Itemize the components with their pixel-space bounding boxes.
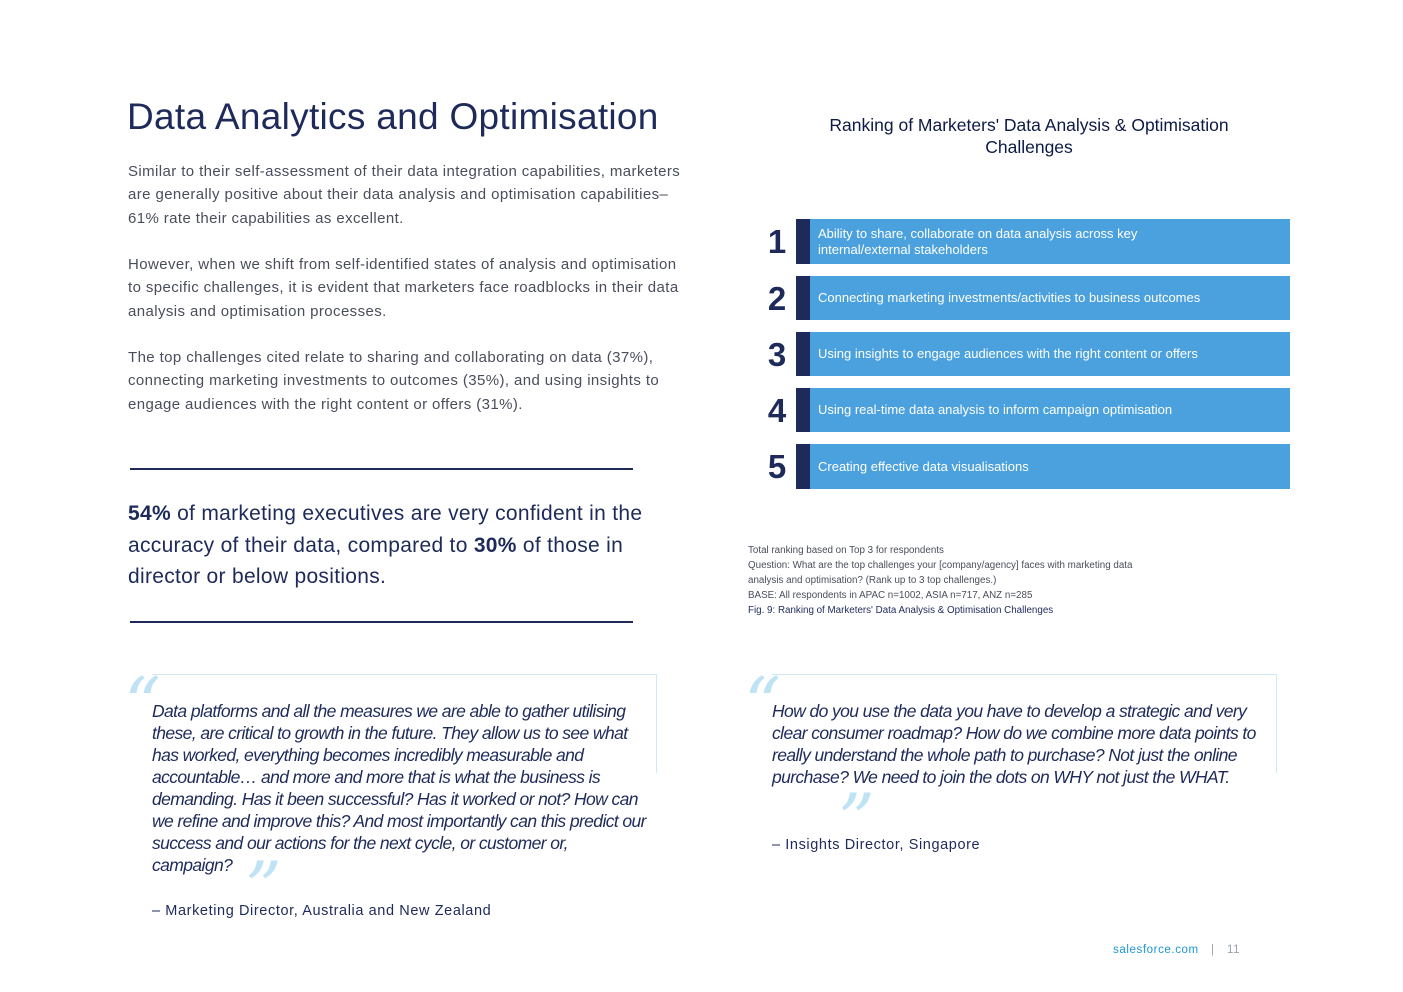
rank-label: Using insights to engage audiences with the right content or offers bbox=[818, 346, 1198, 361]
open-quote-icon: “ bbox=[124, 662, 161, 746]
close-quote-icon: ” bbox=[245, 846, 282, 930]
quote-attribution-2: – Insights Director, Singapore bbox=[772, 837, 981, 853]
page-title: Data Analytics and Optimisation bbox=[127, 96, 659, 137]
stat-text-1: of marketing executives are very confident in the accuracy of their data, compared to bbox=[128, 502, 643, 557]
rank-bar bbox=[810, 332, 1290, 376]
rank-marker bbox=[796, 444, 810, 489]
rank-number: 5 bbox=[767, 448, 787, 485]
divider-top bbox=[130, 468, 633, 470]
chart-title: Ranking of Marketers' Data Analysis & Optimisation Challenges bbox=[829, 115, 1229, 157]
rank-label: Connecting marketing investments/activities to business outcomes bbox=[818, 290, 1201, 305]
divider-bottom bbox=[130, 621, 633, 623]
stat-text-2: of those in director or below positions. bbox=[128, 533, 624, 588]
footer-brand: salesforce.com bbox=[1113, 944, 1199, 956]
challenges-paragraph: However, when we shift from self-identified states of analysis and optimisation to specific challenges, it is evident that marketers face roadblocks in their data analysis and optimisation processes. bbox=[128, 256, 679, 320]
rank-bar bbox=[810, 276, 1290, 320]
stat-callout bbox=[128, 498, 648, 593]
rank-number: 4 bbox=[767, 391, 787, 429]
rank-bar bbox=[810, 444, 1290, 489]
quote-text-1: Data platforms and all the measures we are able to gather utilising these, are critical to growth in the future. They allow us to see what has worked, everything becomes incredibly measurable and accountable… and more and more that is what the business is demanding. Has it been successful? Has it worked or not? How can we refine and improve this? And most importantly can this predict our success and our actions for the next cycle, or customer or, campaign? bbox=[152, 701, 646, 875]
open-quote-icon: “ bbox=[744, 662, 781, 746]
rank-marker bbox=[796, 219, 810, 264]
figure-caption: Fig. 9: Ranking of Marketers' Data Analysis & Optimisation Challenges bbox=[748, 605, 1054, 616]
stat-pct-executives: 54% bbox=[128, 502, 171, 525]
stat-pct-directors: 30% bbox=[473, 533, 517, 557]
intro-paragraph: Similar to their self-assessment of their data integration capabilities, marketers are generally positive about their data analysis and optimisation capabilities– 61% rate their capabilities as excellent. bbox=[128, 163, 681, 227]
rank-label: Using real-time data analysis to inform campaign optimisation bbox=[818, 402, 1173, 417]
rank-label: Ability to share, collaborate on data analysis across key internal/external stakeholders bbox=[818, 225, 1138, 257]
top-challenges-paragraph: The top challenges cited relate to sharing and collaborating on data (37%), connecting marketing investments to outcomes (35%), and using insights to engage audiences with the right content or offers (31%). bbox=[128, 349, 660, 413]
close-quote-icon: ” bbox=[838, 778, 875, 862]
note-total-ranking: Total ranking based on Top 3 for respondents bbox=[748, 545, 944, 556]
rank-bar bbox=[810, 219, 1290, 264]
rank-number: 3 bbox=[767, 335, 787, 373]
quote-attribution-1: – Marketing Director, Australia and New Zealand bbox=[152, 903, 492, 919]
note-question: Question: What are the top challenges your [company/agency] faces with marketing data analysis and optimisation? (Rank up to 3 top challenges.) bbox=[748, 560, 1133, 586]
rank-marker bbox=[796, 388, 810, 432]
chart-notes bbox=[748, 543, 1168, 618]
footer-separator: | bbox=[1211, 944, 1215, 956]
rank-marker bbox=[796, 276, 810, 320]
rank-bar bbox=[810, 388, 1290, 432]
page-number: 11 bbox=[1227, 944, 1241, 956]
note-base: BASE: All respondents in APAC n=1002, ASIA n=717, ANZ n=285 bbox=[748, 590, 1033, 601]
rank-number: 2 bbox=[767, 279, 787, 317]
rank-marker bbox=[796, 332, 810, 376]
rank-label: Creating effective data visualisations bbox=[818, 458, 1029, 474]
quote-text-2: How do you use the data you have to develop a strategic and very clear consumer roadmap? How do we combine more data points to really understand the whole path to purchase? Not just the online purchase? We need to join the dots on WHY not just the WHAT. bbox=[772, 701, 1256, 787]
rank-number: 1 bbox=[767, 223, 787, 260]
